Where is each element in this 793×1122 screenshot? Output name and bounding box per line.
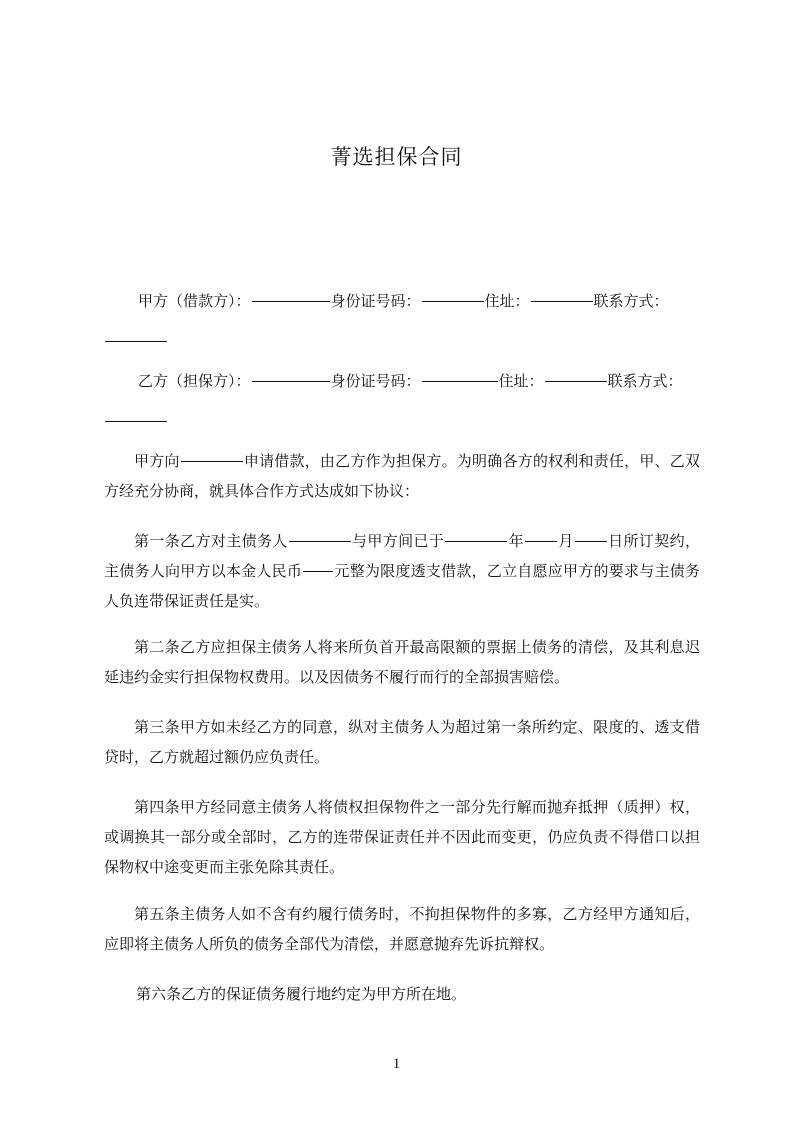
amount-blank (303, 571, 333, 572)
day-blank (575, 541, 607, 542)
article-1-part-2: 与甲方间已于 (351, 532, 445, 550)
party-b-contact-blank (105, 421, 167, 422)
party-b-address-blank (545, 381, 607, 382)
article-3: 第三条甲方如未经乙方的同意，纵对主债务人为超过第一条所约定、限度的、透支借贷时，乙方就超过额仍应负责任。 (104, 718, 700, 766)
page-number: 1 (392, 1056, 401, 1072)
article-6: 第六条乙方的保证债务履行地约定为甲方所在地。 (136, 985, 467, 1003)
borrower-blank (181, 461, 243, 462)
article-1-part-3: 年 (508, 532, 525, 550)
document-title: 菁选担保合同 (330, 145, 463, 169)
party-a-name-blank (252, 301, 330, 302)
article-1-part-1: 第一条乙方对主债务人 (134, 532, 288, 550)
debtor-blank (289, 541, 351, 542)
article-1-part-4: 月 (558, 532, 574, 550)
party-a-address-label: 住址： (484, 292, 530, 310)
article-5: 第五条主债务人如不含有约履行债务时，不拘担保物件的多寡，乙方经甲方通知后，应即将主债务人所负的债务全部代为清偿，并愿意抛弃先诉抗辩权。 (104, 905, 700, 953)
party-a-id-label: 身份证号码： (330, 292, 421, 310)
intro-suffix: 申请借款，由乙方作为担保方。为明确各方的权利和责任，甲、乙双方经充分协商，就具体合作方式达成如下协议： (104, 452, 700, 500)
intro-prefix: 甲方向 (134, 452, 180, 470)
party-b-name-blank (252, 381, 330, 382)
party-b-id-label: 身份证号码： (330, 372, 421, 390)
party-a-address-blank (531, 301, 593, 302)
article-1-part-5: 日所订契约，主债务人向甲方以本金人民币 (104, 532, 700, 580)
party-b-id-blank (422, 381, 498, 382)
article-2: 第二条乙方应担保主债务人将来所负首开最高限额的票据上债务的清偿，及其利息迟延违约金实行担保物权费用。以及因债务不履行而行的全部损害赔偿。 (104, 638, 700, 686)
party-a-id-blank (422, 301, 484, 302)
party-b-label: 乙方（担保方）： (138, 372, 251, 390)
month-blank (525, 541, 557, 542)
year-blank (445, 541, 507, 542)
party-b-line (104, 366, 700, 426)
article-1-part-6: 元整为限度透支借款，乙立自愿应甲方的要求与主债务人负连带保证责任是实。 (104, 562, 700, 610)
party-a-label: 甲方（借款方）： (138, 292, 251, 310)
article-1 (104, 526, 700, 616)
party-a-contact-label: 联系方式： (593, 292, 669, 310)
party-b-contact-label: 联系方式： (607, 372, 683, 390)
intro-paragraph (104, 446, 700, 506)
article-4: 第四条甲方经同意主债务人将债权担保物件之一部分先行解而抛弃抵押（质押）权，或调换其一部分或全部时，乙方的连带保证责任并不因此而变更，仍应负责不得借口以担保物权中途变更而主张免除其责任。 (104, 798, 700, 876)
party-a-contact-blank (105, 341, 167, 342)
party-b-address-label: 住址： (498, 372, 544, 390)
party-a-line (104, 286, 700, 346)
